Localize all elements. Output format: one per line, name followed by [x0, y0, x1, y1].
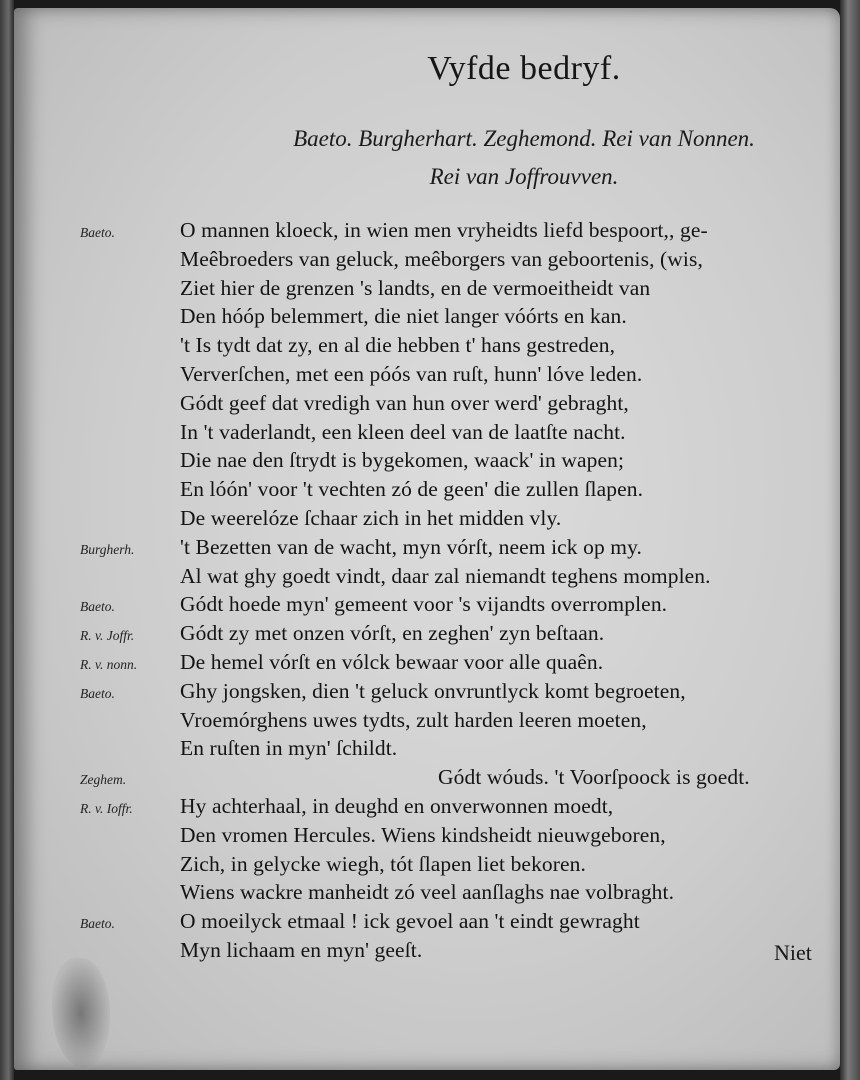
page-stain — [52, 958, 110, 1068]
verse-text — [14, 218, 840, 967]
verse-line-text: Den vromen Hercules. Wiens kindsheidt nieuwgeboren, — [180, 822, 666, 847]
verse-line — [14, 304, 840, 333]
verse-line — [14, 823, 840, 852]
verse-line-text: Gódt geef dat vredigh van hun over werd' gebraght, — [180, 390, 629, 415]
verse-line-text: Den hóóp belemmert, die niet langer vóórts en kan. — [180, 304, 627, 329]
verse-line — [14, 650, 840, 679]
cast-list — [224, 120, 824, 196]
verse-line — [14, 448, 840, 477]
speaker-name: Baeto. — [80, 599, 115, 615]
verse-line — [14, 909, 840, 938]
verse-line — [14, 276, 840, 305]
catchword: Niet — [774, 940, 812, 965]
verse-line-text: En lóón' voor 't vechten zó de geen' die zullen ſlapen. — [180, 477, 644, 502]
verse-line — [14, 679, 840, 708]
verse-line — [14, 765, 840, 794]
verse-line-text: De hemel vórſt en vólck bewaar voor alle quaên. — [180, 649, 604, 674]
verse-line-text: 't Is tydt dat zy, en al die hebben t' hans gestreden, — [180, 333, 616, 358]
adjacent-page-edge — [840, 0, 860, 1080]
verse-line-text: De weerelóze ſchaar zich in het midden vly. — [180, 505, 562, 530]
verse-line-text: Vroemórghens uwes tydts, zult harden leeren moeten, — [180, 707, 647, 732]
act-heading: Vyfde bedryf. — [427, 50, 621, 87]
verse-line-text: Meêbroeders van geluck, meêborgers van geboortenis, (wis, — [180, 246, 703, 271]
verse-line-text: Gódt wóuds. 't Voorſpoock is goedt. — [438, 765, 750, 790]
verse-line-text: O mannen kloeck, in wien men vryheidts liefd bespoort,, ge- — [180, 218, 708, 242]
speaker-name: R. v. Joffr. — [80, 628, 135, 644]
verse-line — [14, 564, 840, 593]
verse-line-text: Ziet hier de grenzen 's landts, en de vermoeitheidt van — [180, 275, 651, 300]
speaker-name: R. v. Ioffr. — [80, 800, 133, 816]
verse-line — [14, 708, 840, 737]
verse-line — [14, 477, 840, 506]
verse-line-text: Ghy jongsken, dien 't geluck onvruntlyck komt begroeten, — [180, 678, 686, 703]
verse-line — [14, 736, 840, 765]
verse-line-text: O moeilyck etmaal ! ick gevoel aan 't eindt gewraght — [180, 909, 640, 934]
speaker-name: R. v. nonn. — [80, 656, 138, 672]
cast-line-2: Rei van Joffrouvven. — [429, 164, 619, 189]
verse-line-text: Gódt zy met onzen vórſt, en zeghen' zyn beſtaan. — [180, 621, 605, 646]
verse-line-text: Myn lichaam en myn' geeſt. — [180, 937, 423, 962]
verse-line — [14, 391, 840, 420]
verse-line — [14, 938, 840, 967]
verse-line — [14, 362, 840, 391]
speaker-name: Zeghem. — [80, 772, 127, 788]
verse-line — [14, 218, 840, 247]
book-page — [14, 8, 840, 1070]
verse-line — [14, 506, 840, 535]
verse-line-text: Zich, in gelycke wiegh, tót ſlapen liet bekoren. — [180, 851, 587, 876]
verse-line-text: 't Bezetten van de wacht, myn vórſt, neem ick op my. — [180, 534, 643, 559]
book-gutter — [0, 0, 14, 1080]
verse-line — [14, 794, 840, 823]
verse-line-text: Gódt hoede myn' gemeent voor 's vijandts overromplen. — [180, 592, 668, 617]
verse-line — [14, 333, 840, 362]
speaker-name: Baeto. — [80, 916, 115, 932]
verse-line — [14, 621, 840, 650]
verse-line — [14, 880, 840, 909]
verse-line-text: Ververſchen, met een póós van ruſt, hunn' lóve leden. — [180, 361, 643, 386]
verse-line-text: Wiens wackre manheidt zó veel aanſlaghs nae volbraght. — [180, 880, 675, 905]
speaker-name: Burgherh. — [80, 541, 135, 557]
speaker-name: Baeto. — [80, 685, 115, 701]
verse-line-text: Die nae den ſtrydt is bygekomen, waack' in wapen; — [180, 448, 625, 473]
verse-line-text: In 't vaderlandt, een kleen deel van de laatſte nacht. — [180, 419, 626, 444]
cast-line-1: Baeto. Burgherhart. Zeghemond. Rei van Nonnen. — [293, 126, 755, 151]
verse-line — [14, 420, 840, 449]
verse-line-text: En ruſten in myn' ſchildt. — [180, 736, 398, 761]
verse-line — [14, 535, 840, 564]
speaker-name: Baeto. — [80, 225, 115, 240]
verse-line — [14, 592, 840, 621]
verse-line — [14, 852, 840, 881]
verse-line — [14, 247, 840, 276]
verse-line-text: Hy achterhaal, in deughd en onverwonnen moedt, — [180, 793, 614, 818]
verse-line-text: Al wat ghy goedt vindt, daar zal niemandt teghens momplen. — [180, 563, 711, 588]
